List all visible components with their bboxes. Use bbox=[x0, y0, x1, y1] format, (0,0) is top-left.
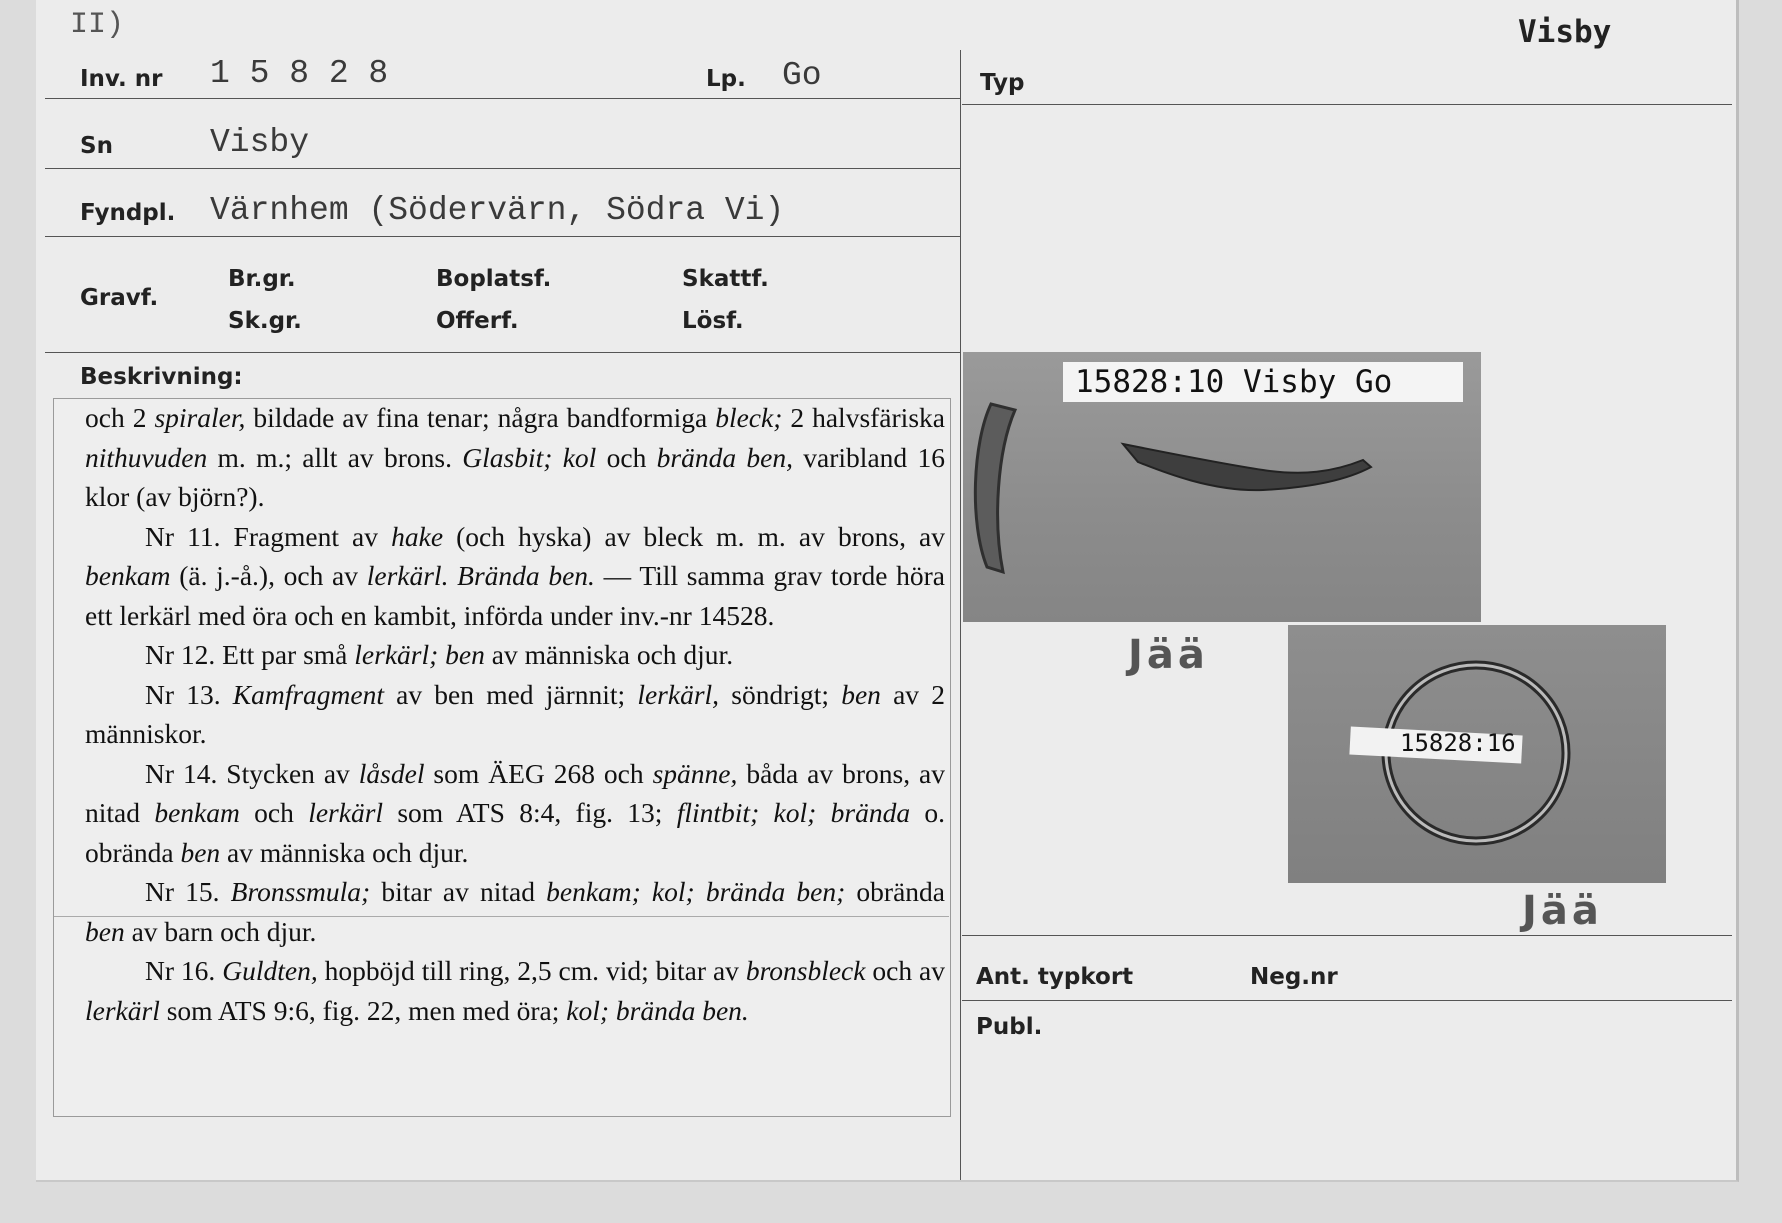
bronze-hook bbox=[1123, 444, 1371, 490]
lp-label: Lp. bbox=[706, 66, 746, 92]
row-line bbox=[962, 1000, 1732, 1001]
italic-term: ben bbox=[85, 915, 125, 947]
italic-term: Bronssmula; bbox=[230, 876, 371, 907]
text-run: av ben med järnnit; bbox=[384, 678, 638, 710]
text-run: och bbox=[596, 441, 657, 473]
ant-typkort-label: Ant. typkort bbox=[976, 964, 1134, 990]
sn-value: Visby bbox=[210, 124, 310, 161]
row-line bbox=[45, 98, 960, 99]
desc-para-6 bbox=[85, 872, 945, 951]
text-run: — Till samma grav torde höra ett lerkärl med öra och en kambit, införda under inv.-nr 14528. bbox=[85, 560, 946, 631]
italic-term: bronsbleck bbox=[745, 955, 866, 986]
text-run: båda av brons, av nitad bbox=[85, 757, 945, 828]
text-run: av människa och djur. bbox=[220, 836, 469, 868]
row-line bbox=[45, 236, 960, 237]
section-number: II) bbox=[70, 8, 125, 42]
text-run: av barn och djur. bbox=[124, 915, 317, 947]
text-run: Nr 16. bbox=[145, 955, 223, 986]
text-run: som ATS 8:4, fig. 13; bbox=[383, 797, 677, 828]
row-line bbox=[45, 168, 960, 169]
losf-label: Lösf. bbox=[682, 308, 744, 334]
text-run: och av bbox=[865, 955, 945, 986]
publ-label: Publ. bbox=[976, 1014, 1043, 1040]
lp-value: Go bbox=[782, 57, 822, 94]
italic-term: lerkärl; ben bbox=[354, 639, 485, 670]
negnr-label: Neg.nr bbox=[1250, 964, 1338, 990]
text-run: Nr 11. Fragment av bbox=[145, 520, 392, 552]
text-run: Nr 14. Stycken av bbox=[145, 757, 359, 789]
desc-para-3 bbox=[85, 635, 945, 675]
skgr-label: Sk.gr. bbox=[228, 308, 302, 334]
column-divider bbox=[960, 50, 961, 1180]
text-run: av 2 människor. bbox=[85, 678, 945, 749]
text-run: (och hyska) av bleck m. m. av brons, av bbox=[443, 520, 945, 552]
text-run: bitar av nitad bbox=[370, 876, 547, 907]
text-run: 2 halvsfäriska bbox=[782, 402, 945, 433]
desc-para-1 bbox=[85, 398, 945, 517]
italic-term: kol; brända ben. bbox=[566, 994, 749, 1026]
italic-term: Brända ben. bbox=[457, 560, 595, 591]
italic-term: Guldten, bbox=[222, 955, 318, 986]
italic-term: hake bbox=[391, 520, 444, 552]
italic-term: benkam; kol; brända ben; bbox=[546, 876, 846, 907]
text-run: som ÄEG 268 och bbox=[424, 757, 653, 789]
italic-term: lerkärl bbox=[308, 797, 384, 828]
desc-para-7 bbox=[85, 951, 945, 1030]
photo-1-label: 15828:10 Visby Go bbox=[1063, 362, 1463, 402]
text-run: och bbox=[239, 797, 309, 828]
inv-value: 1 5 8 2 8 bbox=[210, 55, 389, 92]
beskrivning-label: Beskrivning: bbox=[80, 364, 243, 390]
photo-1-caption: Jää bbox=[1128, 632, 1209, 678]
italic-term: ben bbox=[180, 836, 221, 868]
italic-term: nithuvuden bbox=[85, 441, 208, 473]
boplatsf-label: Boplatsf. bbox=[436, 266, 552, 292]
text-run: o. obrända bbox=[85, 797, 946, 868]
inv-label: Inv. nr bbox=[80, 66, 163, 92]
description-text bbox=[85, 398, 945, 1030]
typ-label: Typ bbox=[980, 70, 1025, 96]
photo-2-label: 15828:16 bbox=[1400, 729, 1516, 757]
photo-1-objects bbox=[963, 352, 1481, 622]
text-run: av människa och djur. bbox=[484, 639, 734, 670]
text-run: (ä. j.-å.), och av bbox=[170, 560, 367, 591]
italic-term: spänne, bbox=[652, 757, 738, 789]
italic-term: lerkärl, bbox=[637, 678, 720, 710]
italic-term: spiraler, bbox=[154, 402, 246, 433]
skattf-label: Skattf. bbox=[682, 266, 769, 292]
italic-term: Kamfragment bbox=[232, 678, 384, 710]
text-run: bildade av fina tenar; några bandformiga bbox=[245, 402, 716, 433]
desc-para-4 bbox=[85, 675, 945, 754]
italic-term: låsdel bbox=[358, 757, 425, 789]
text-run: söndrigt; bbox=[719, 678, 842, 710]
italic-term: lerkärl bbox=[85, 994, 160, 1026]
fyndpl-label: Fyndpl. bbox=[80, 200, 176, 226]
text-run: som ATS 9:6, fig. 22, men med öra; bbox=[159, 994, 567, 1026]
bracelet-fragment bbox=[975, 404, 1015, 572]
italic-term: benkam bbox=[85, 560, 171, 591]
italic-term: brända ben, bbox=[656, 441, 793, 473]
desc-para-5 bbox=[85, 754, 945, 873]
italic-term: benkam bbox=[154, 797, 240, 828]
text-run bbox=[448, 560, 457, 591]
gravf-label: Gravf. bbox=[80, 285, 159, 311]
text-run: Nr 13. bbox=[145, 678, 233, 710]
offerf-label: Offerf. bbox=[436, 308, 519, 334]
text-run: och 2 bbox=[85, 402, 155, 433]
text-run: Nr 12. Ett par små bbox=[145, 639, 355, 670]
italic-term: bleck; bbox=[715, 402, 783, 433]
italic-term: flintbit; kol; brända bbox=[676, 797, 911, 828]
top-place: Visby bbox=[1518, 14, 1612, 50]
artifact-photo-2 bbox=[1288, 625, 1666, 883]
text-run: varibland 16 klor (av björn?). bbox=[85, 441, 945, 512]
text-run: obrända bbox=[845, 876, 945, 907]
photo-2-caption: Jää bbox=[1522, 888, 1603, 934]
row-line bbox=[962, 935, 1732, 936]
sn-label: Sn bbox=[80, 133, 113, 159]
fyndpl-value: Värnhem (Södervärn, Södra Vi) bbox=[210, 192, 785, 229]
text-run: hopböjd till ring, 2,5 cm. vid; bitar av bbox=[317, 955, 746, 986]
italic-term: ben bbox=[841, 678, 881, 710]
text-run: m. m.; allt av brons. bbox=[207, 441, 463, 473]
row-line bbox=[962, 104, 1732, 105]
artifact-photo-1 bbox=[963, 352, 1481, 622]
row-line bbox=[45, 352, 960, 353]
brgr-label: Br.gr. bbox=[228, 266, 296, 292]
desc-para-2 bbox=[85, 517, 945, 636]
italic-term: Glasbit; kol bbox=[462, 441, 597, 473]
italic-term: lerkärl. bbox=[366, 560, 449, 591]
text-run: Nr 15. bbox=[145, 876, 231, 907]
